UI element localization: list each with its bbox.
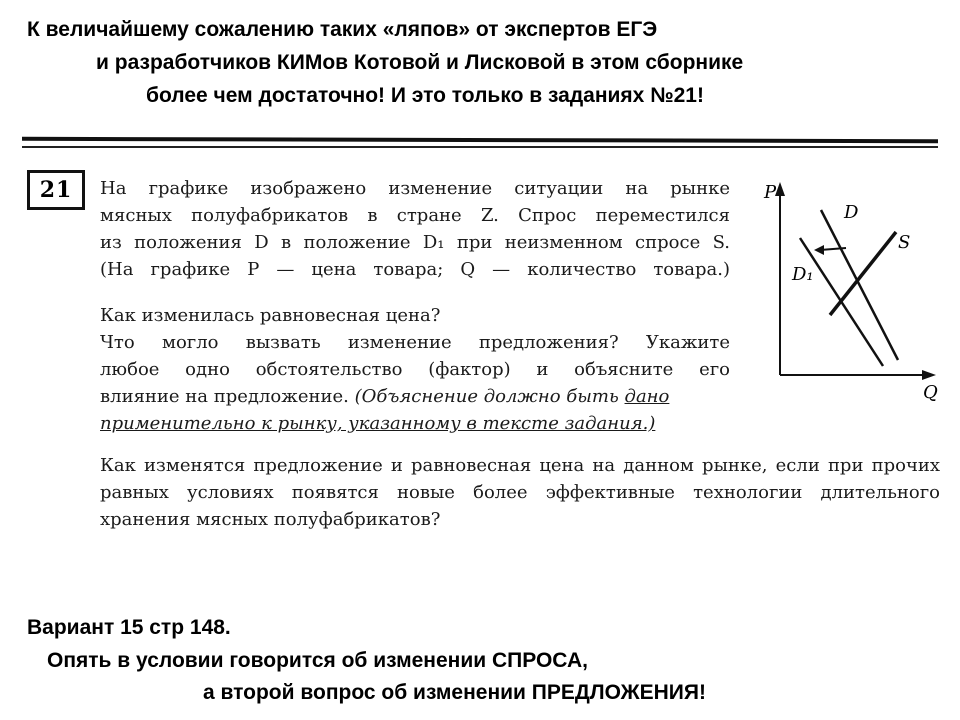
scan-top-rule-thin: [22, 146, 938, 148]
header-line-1: К величайшему сожалению таких «ляпов» от экспертов ЕГЭ: [27, 18, 658, 41]
task-line: мясных полуфабрикатов в стране Z. Спрос переместился: [100, 205, 730, 226]
demand-curve-d: [821, 210, 898, 360]
task-line: На графике изображено изменение ситуации на рынке: [100, 178, 730, 199]
task-paragraph-3: [100, 452, 940, 533]
task-line: Что могло вызвать изменение предложения? Укажите: [100, 332, 730, 353]
task-italic-note-underlined: дано: [624, 386, 670, 407]
header-line-3: более чем достаточно! И это только в заданиях №21!: [146, 84, 704, 107]
task-line: любое одно обстоятельство (фактор) и объясните его: [100, 359, 730, 380]
header-line-2: и разработчиков КИМов Котовой и Лисковой в этом сборнике: [96, 51, 744, 74]
task-line: Как изменятся предложение и равновесная цена на данном рынке, если при прочих: [100, 455, 940, 476]
supply-demand-graph: [758, 170, 948, 410]
footer-line-2: Опять в условии говорится об изменении СПРОСА,: [47, 649, 588, 672]
task-line: (На графике P — цена товара; Q — количество товара.): [100, 259, 730, 280]
task-line: хранения мясных полуфабрикатов?: [100, 509, 441, 530]
footer-line-1: Вариант 15 стр 148.: [27, 616, 231, 639]
label-d: D: [844, 202, 859, 223]
task-line: равных условиях появятся новые более эффективные технологии длительного: [100, 482, 940, 503]
task-line: из положения D в положение D₁ при неизменном спросе S.: [100, 232, 730, 253]
task-line-text: влияние на предложение.: [100, 386, 349, 407]
task-paragraph-2: [100, 302, 730, 437]
label-s: S: [898, 232, 911, 253]
label-d1: D₁: [792, 264, 814, 285]
x-axis-arrow: [922, 370, 936, 380]
task-italic-note: (Объяснение должно быть: [354, 386, 619, 407]
task-paragraph-1: [100, 175, 730, 283]
task-number-box: 21: [27, 170, 85, 210]
footer-line-3: а второй вопрос об изменении ПРЕДЛОЖЕНИЯ!: [203, 681, 706, 704]
task-line: [100, 383, 730, 410]
y-axis-arrow: [775, 182, 785, 196]
shift-arrowhead: [814, 245, 824, 255]
axis-x-label: Q: [923, 382, 938, 403]
axis-y-label: P: [764, 182, 777, 203]
task-italic-note-line: применительно к рынку, указанному в тексте задания.): [100, 413, 656, 434]
task-line: Как изменилась равновесная цена?: [100, 305, 441, 326]
scan-top-rule: [22, 137, 938, 143]
